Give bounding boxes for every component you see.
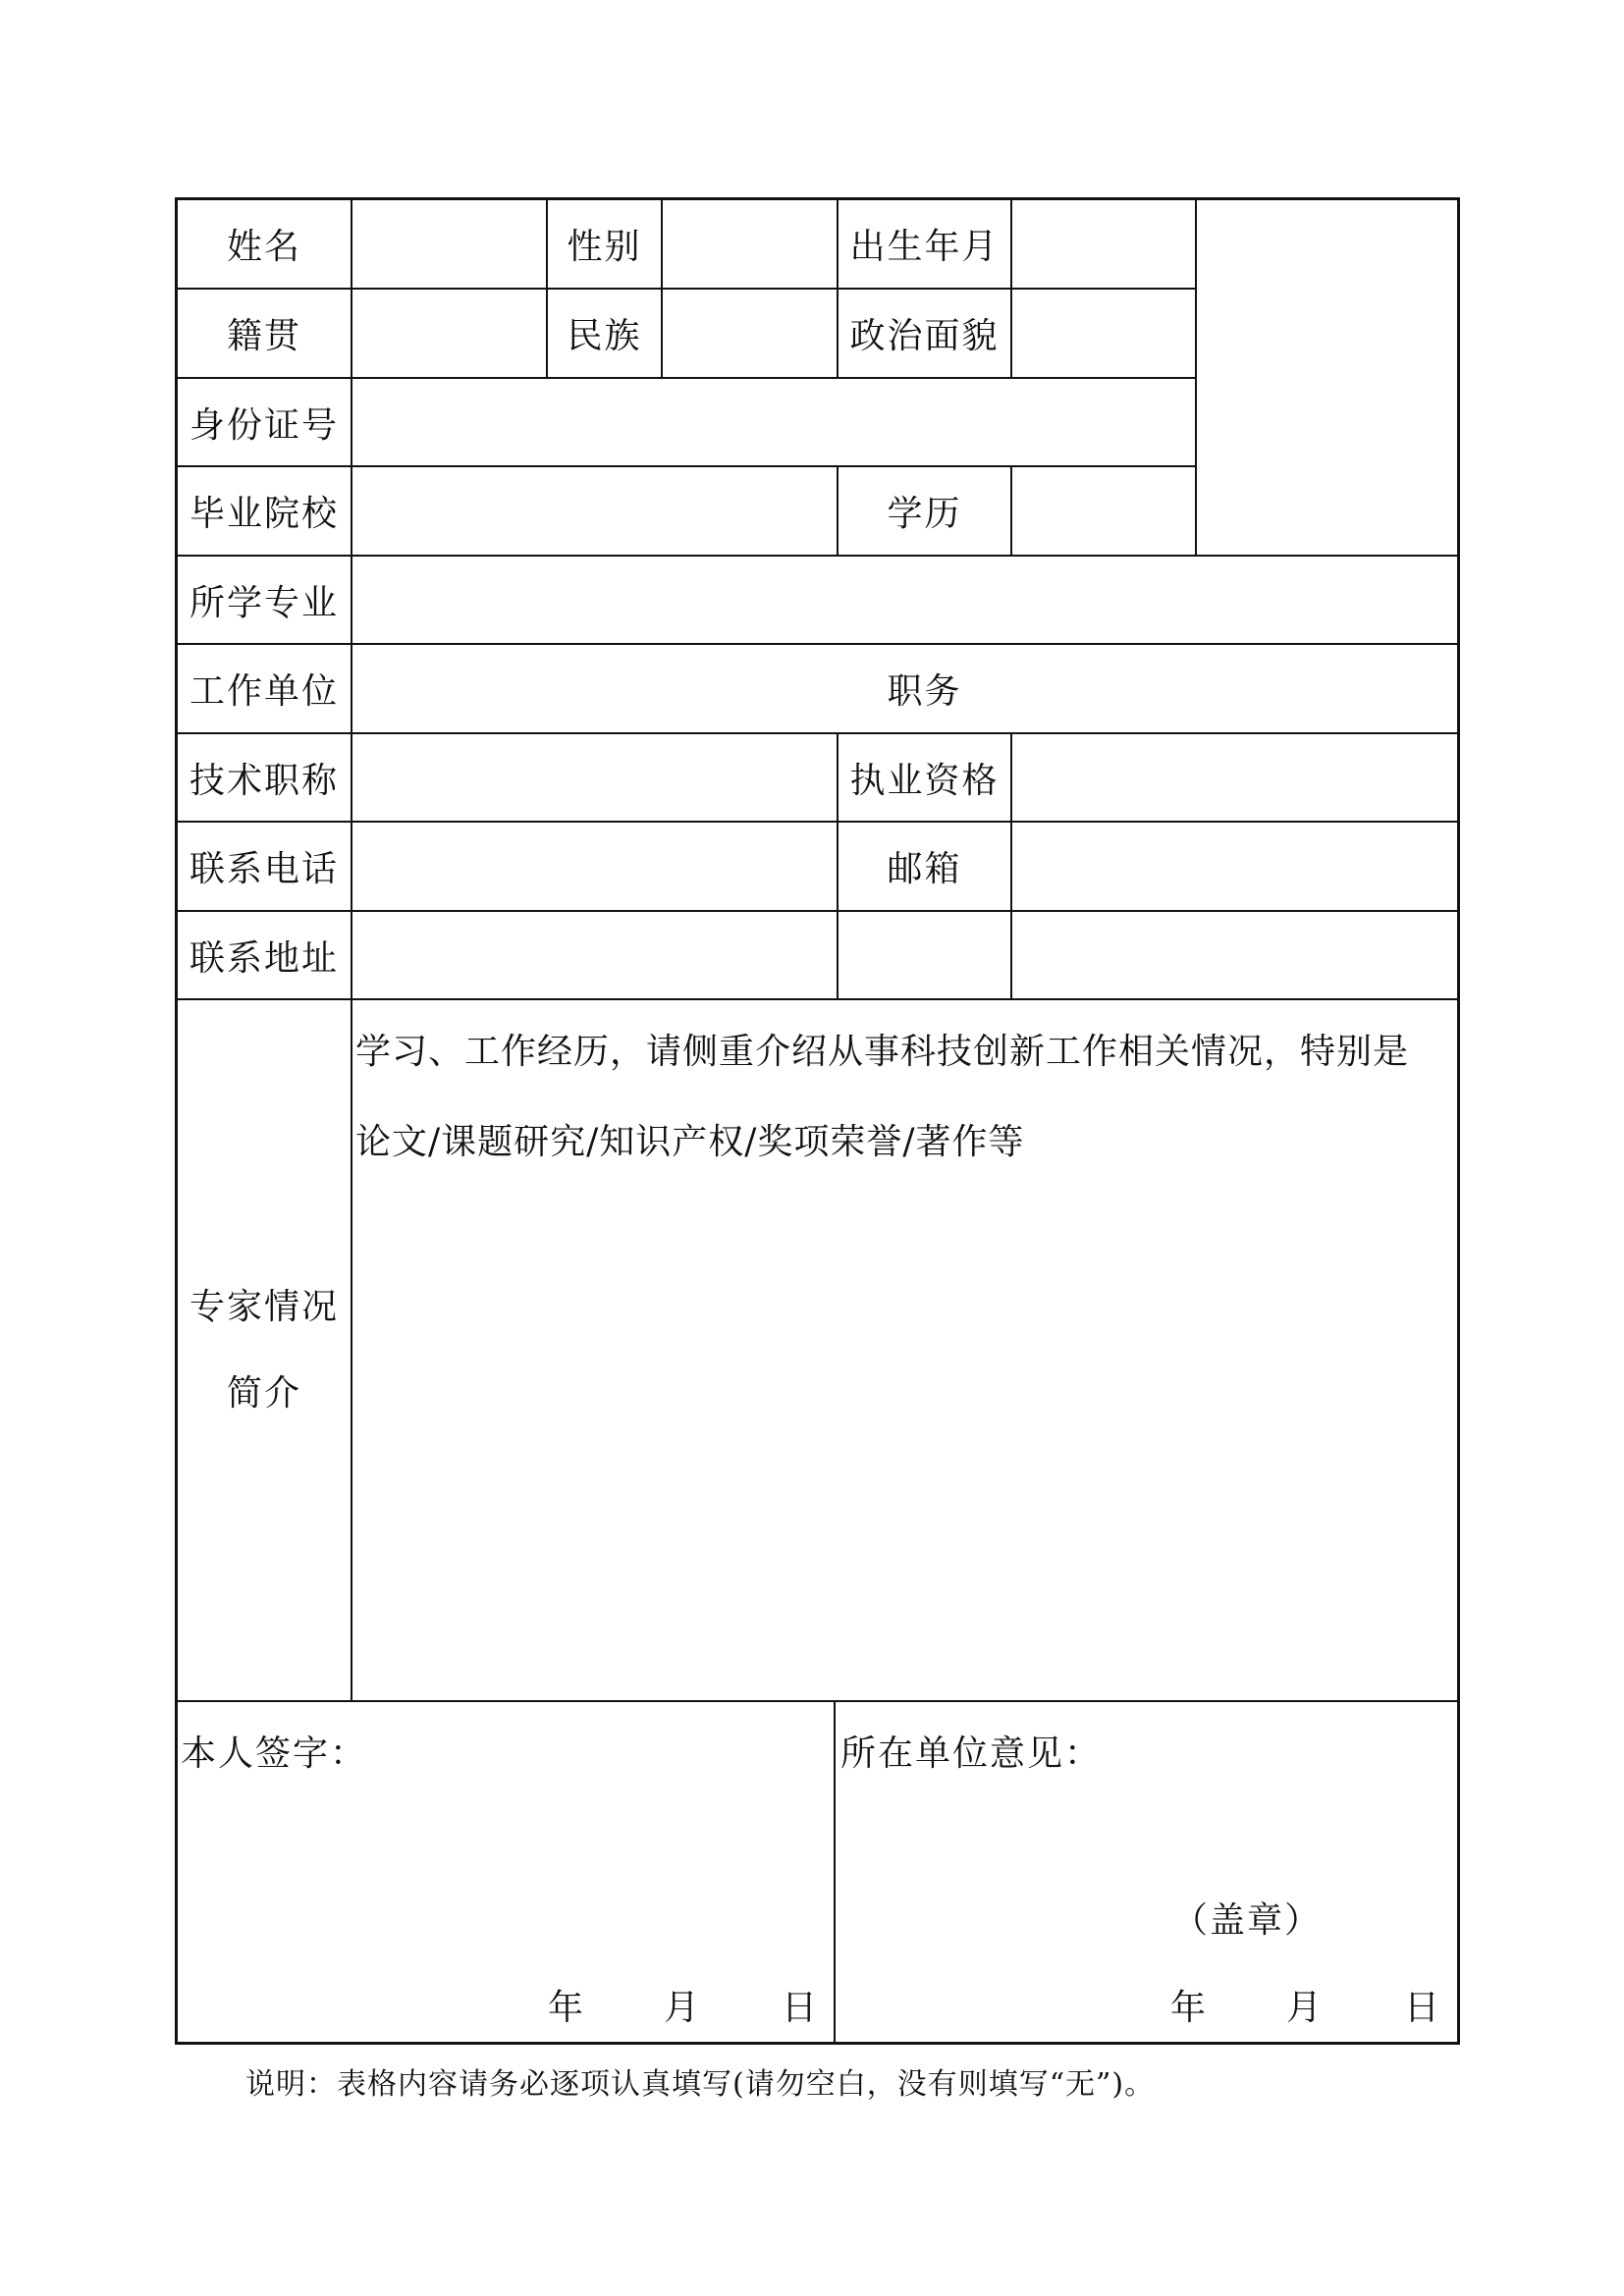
- signature-label: 本人签字：: [181, 1734, 368, 1774]
- unit-day: 日: [1404, 1988, 1440, 2028]
- profile-label-line2: 简介: [226, 1372, 301, 1414]
- employer-field[interactable]: [352, 645, 837, 732]
- birth-field[interactable]: [1012, 200, 1195, 288]
- phone-field[interactable]: [352, 823, 837, 910]
- employer-label: 工作单位: [189, 671, 339, 712]
- profile-hint-line1: 学习、工作经历，请侧重介绍从事科技创新工作相关情况，特别是: [355, 1032, 1410, 1072]
- position-label: 职务: [887, 671, 962, 712]
- school-label: 毕业院校: [189, 494, 339, 534]
- photo-box[interactable]: [1197, 200, 1457, 555]
- ethnicity-label: 民族: [567, 316, 642, 356]
- id-number-field[interactable]: [352, 379, 1195, 465]
- address-label: 联系地址: [189, 937, 339, 979]
- title-label: 技术职称: [189, 760, 339, 801]
- signature-month: 月: [664, 1988, 700, 2028]
- id-number-label: 身份证号: [189, 404, 339, 446]
- profile-hint-line2: 论文/课题研究/知识产权/奖项荣誉/著作等: [355, 1122, 1025, 1162]
- gender-field[interactable]: [663, 200, 837, 288]
- unit-year: 年: [1170, 1988, 1207, 2028]
- education-field[interactable]: [1012, 467, 1195, 555]
- email-label: 邮箱: [887, 849, 962, 889]
- major-label: 所学专业: [189, 582, 339, 623]
- education-label: 学历: [887, 494, 962, 534]
- qualification-label: 执业资格: [849, 760, 1000, 801]
- name-field[interactable]: [352, 200, 546, 288]
- profile-label: [178, 1000, 351, 1700]
- signature-year: 年: [548, 1988, 584, 2028]
- unit-month: 月: [1286, 1988, 1323, 2028]
- native-place-label: 籍贯: [226, 316, 301, 356]
- birth-label: 出生年月: [849, 227, 1000, 267]
- school-field[interactable]: [352, 467, 837, 555]
- native-place-field[interactable]: [352, 290, 546, 377]
- major-field[interactable]: [352, 557, 1457, 643]
- signature-day: 日: [782, 1988, 818, 2028]
- political-status-label: 政治面貌: [849, 316, 1000, 356]
- qualification-field[interactable]: [1012, 734, 1457, 821]
- footnote: 说明：表格内容请务必逐项认真填写(请勿空白，没有则填写“无”)。: [245, 2067, 1156, 2102]
- seal-label: （盖章）: [1172, 1900, 1323, 1941]
- profile-hint: [355, 1007, 1465, 1188]
- gender-label: 性别: [567, 227, 642, 267]
- profile-label-line1: 专家情况: [189, 1286, 339, 1327]
- address-field[interactable]: [352, 912, 1457, 998]
- position-field[interactable]: [1012, 645, 1457, 732]
- name-label: 姓名: [226, 227, 301, 267]
- ethnicity-field[interactable]: [663, 290, 837, 377]
- phone-label: 联系电话: [189, 849, 339, 889]
- unit-opinion-label: 所在单位意见：: [840, 1734, 1103, 1774]
- title-field[interactable]: [352, 734, 837, 821]
- email-field[interactable]: [1012, 823, 1457, 910]
- political-status-field[interactable]: [1012, 290, 1195, 377]
